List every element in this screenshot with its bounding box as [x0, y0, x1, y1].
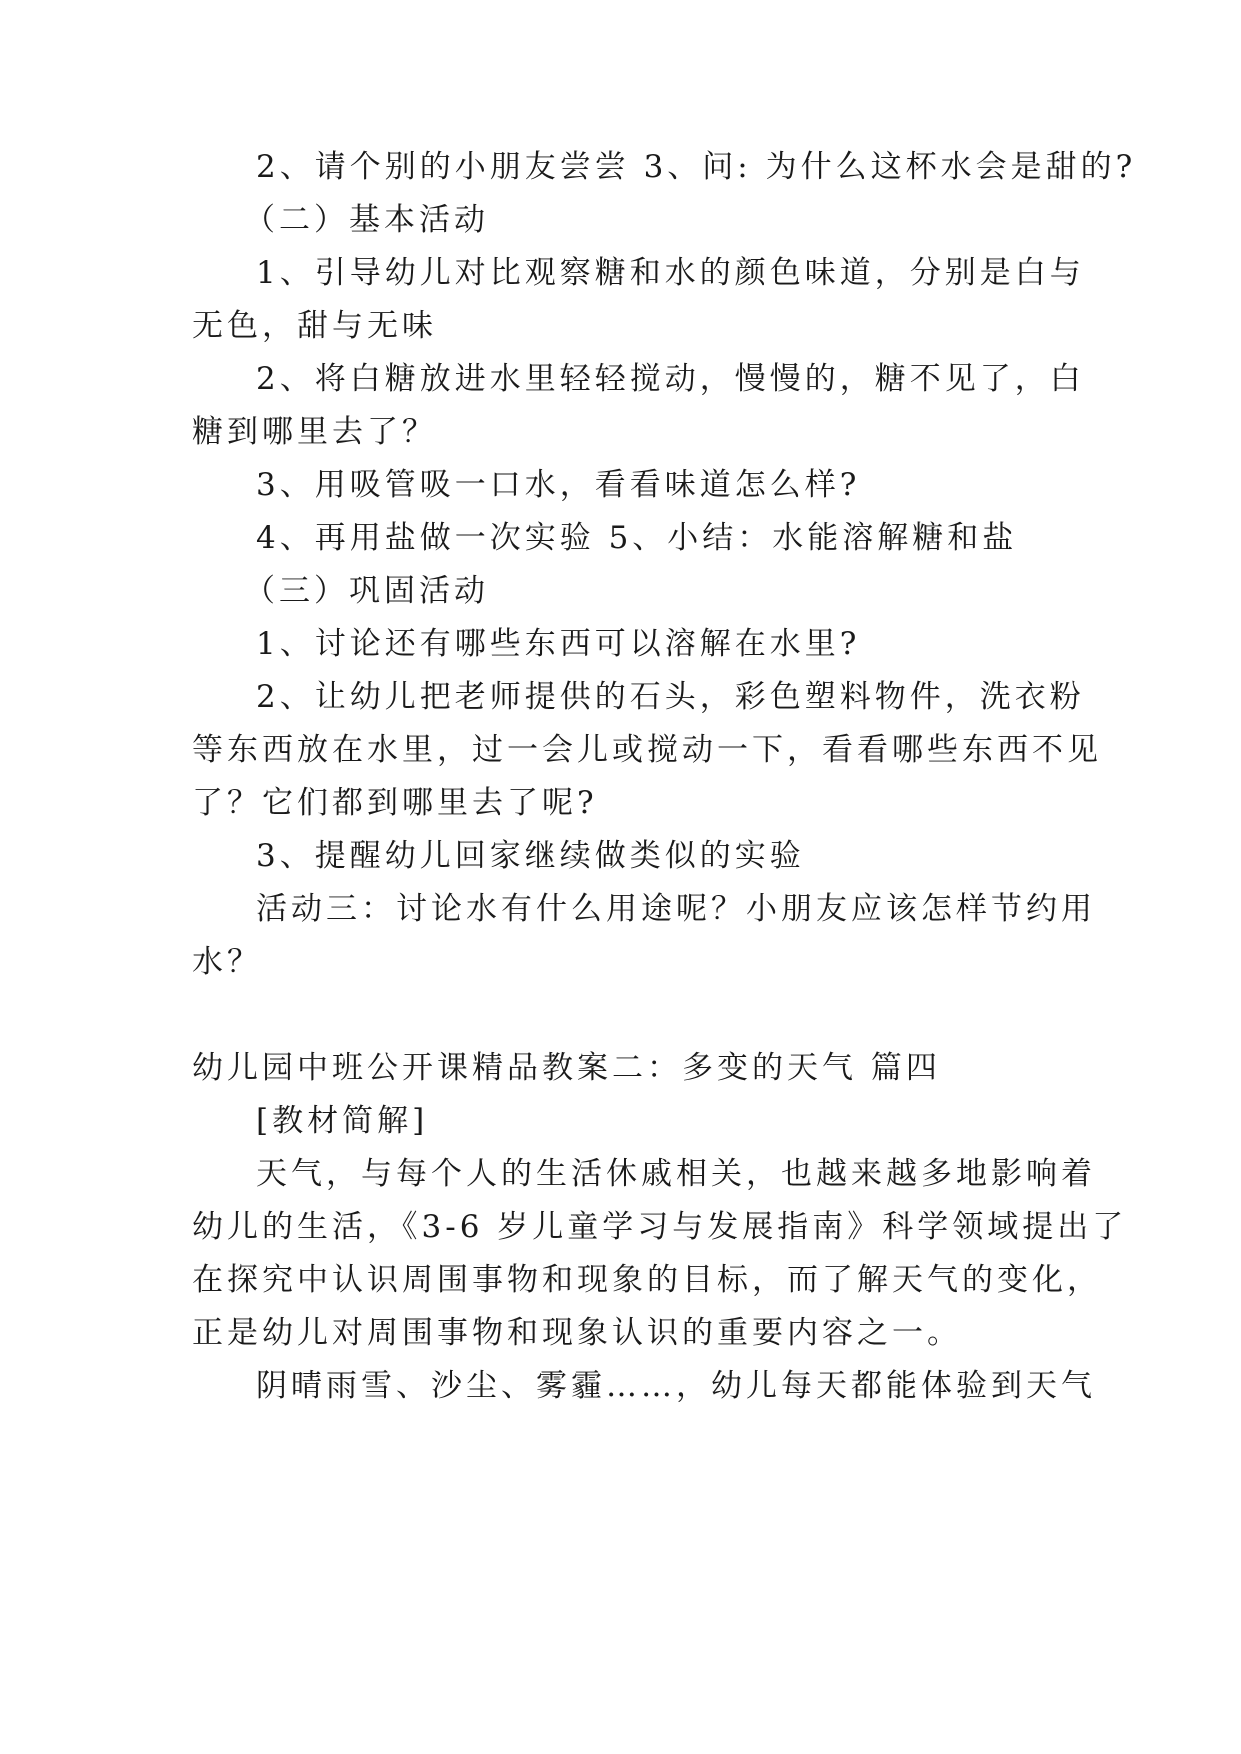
section-heading: （二）基本活动: [244, 202, 489, 238]
paragraph-line: 无色，甜与无味: [192, 308, 437, 344]
paragraph-line: 水？: [192, 944, 262, 980]
paragraph-line: 在探究中认识周围事物和现象的目标，而了解天气的变化，: [192, 1262, 1102, 1298]
paragraph-line: 1、引导幼儿对比观察糖和水的颜色味道，分别是白与: [256, 255, 1085, 291]
paragraph-line: 幼儿的生活，《3-6 岁儿童学习与发展指南》科学领域提出了: [192, 1209, 1128, 1245]
document-page: [192, 0, 1137, 1754]
paragraph-line: 1、讨论还有哪些东西可以溶解在水里?: [256, 626, 861, 662]
paragraph-line: 天气，与每个人的生活休戚相关，也越来越多地影响着: [256, 1156, 1096, 1192]
section-heading: [教材简解]: [256, 1103, 429, 1139]
paragraph-line: 3、提醒幼儿回家继续做类似的实验: [256, 838, 805, 874]
paragraph-line: 活动三：讨论水有什么用途呢？小朋友应该怎样节约用: [256, 891, 1096, 927]
paragraph-line: 等东西放在水里，过一会儿或搅动一下，看看哪些东西不见: [192, 732, 1102, 768]
paragraph-line: 2、请个别的小朋友尝尝 3、问: 为什么这杯水会是甜的?: [256, 149, 1137, 185]
paragraph-line: 4、再用盐做一次实验 5、小结：水能溶解糖和盐: [256, 520, 1018, 556]
paragraph-line: 2、将白糖放进水里轻轻搅动，慢慢的，糖不见了，白: [256, 361, 1085, 397]
paragraph-line: 3、用吸管吸一口水，看看味道怎么样?: [256, 467, 861, 503]
section-heading: （三）巩固活动: [244, 573, 489, 609]
paragraph-line: 2、让幼儿把老师提供的石头，彩色塑料物件，洗衣粉: [256, 679, 1085, 715]
paragraph-line: 正是幼儿对周围事物和现象认识的重要内容之一。: [192, 1315, 962, 1351]
paragraph-line: 糖到哪里去了？: [192, 414, 437, 450]
article-title: 幼儿园中班公开课精品教案二：多变的天气 篇四: [192, 1050, 941, 1086]
paragraph-line: 阴晴雨雪、沙尘、雾霾……，幼儿每天都能体验到天气: [256, 1368, 1096, 1404]
paragraph-line: 了？它们都到哪里去了呢?: [192, 785, 598, 821]
